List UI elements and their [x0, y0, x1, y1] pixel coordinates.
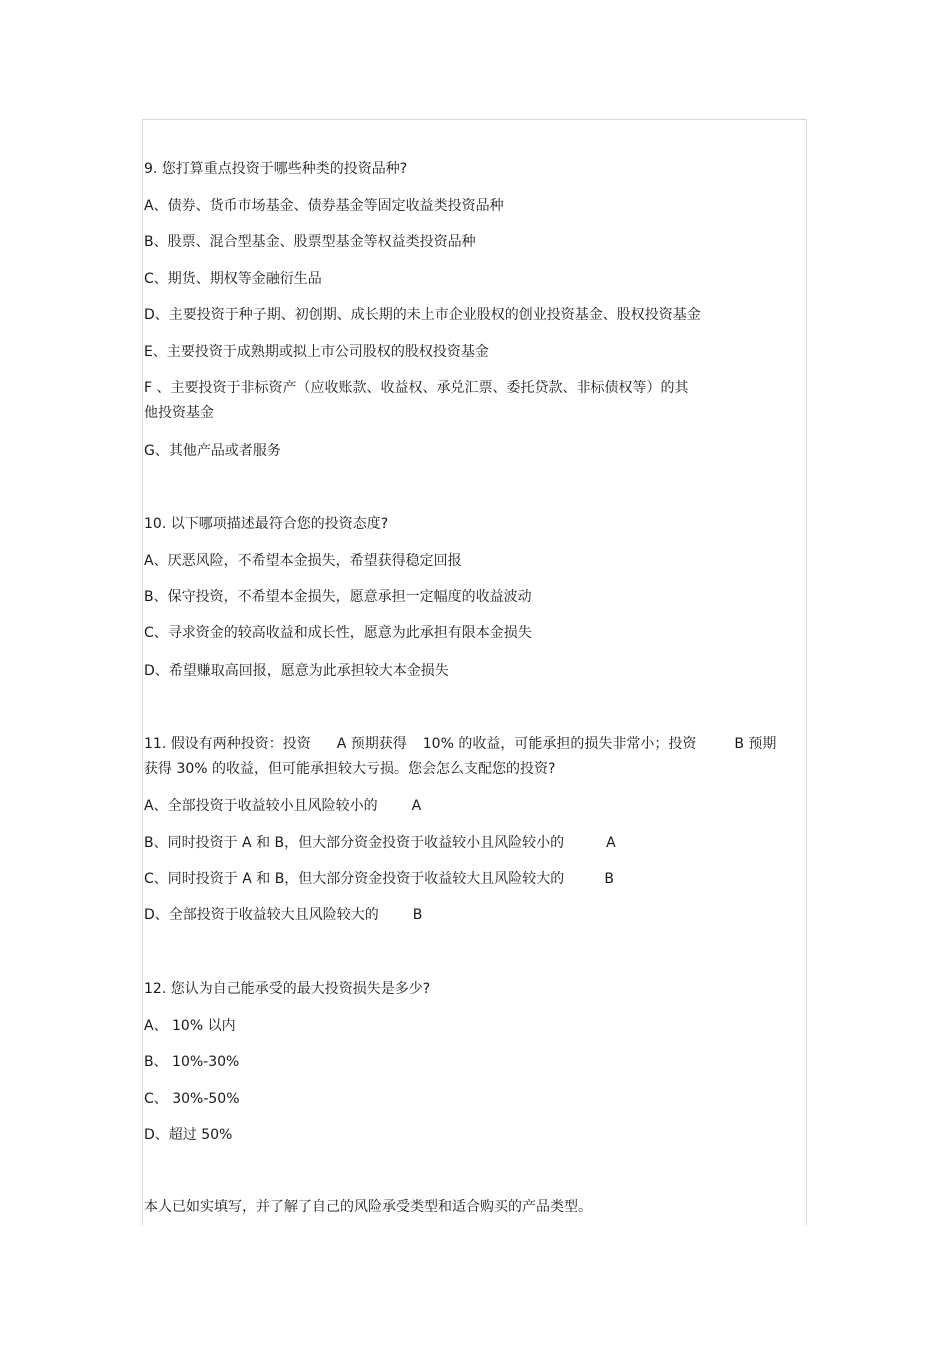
q11-option-b-text: B、同时投资于 A 和 B，但大部分资金投资于收益较小且风险较小的 — [144, 835, 565, 851]
page-frame-top — [142, 119, 807, 120]
q11-part-1: 11. 假设有两种投资：投资 — [144, 736, 311, 752]
q11-option-c-text: C、同时投资于 A 和 B，但大部分资金投资于收益较大且风险较大的 — [144, 871, 565, 887]
question-9-title: 9. 您打算重点投资于哪些种类的投资品种? — [144, 161, 408, 177]
question-12-title: 12. 您认为自己能承受的最大投资损失是多少? — [144, 981, 431, 997]
q11-option-b-tail: A — [606, 835, 616, 851]
page-frame-right — [806, 119, 807, 1225]
q11-option-a-tail: A — [411, 798, 422, 814]
q11-option-b — [144, 834, 616, 852]
q10-option-c: C、寻求资金的较高收益和成长性，愿意为此承担有限本金损失 — [144, 625, 532, 641]
q10-option-b: B、保守投资，不希望本金损失，愿意承担一定幅度的收益波动 — [144, 589, 532, 605]
q9-option-a: A、债券、货币市场基金、债券基金等固定收益类投资品种 — [144, 198, 504, 214]
question-11-title-line2: 获得 30% 的收益，但可能承担较大亏损。您会怎么支配您的投资? — [144, 761, 556, 777]
q10-option-a: A、厌恶风险，不希望本金损失，希望获得稳定回报 — [144, 553, 462, 569]
q9-option-g: G、其他产品或者服务 — [144, 443, 281, 459]
q12-option-d: D、超过 50% — [144, 1127, 233, 1143]
q12-option-a: A、 10% 以内 — [144, 1018, 236, 1034]
q12-option-c: C、 30%-50% — [144, 1091, 240, 1107]
q11-option-d — [144, 906, 422, 924]
question-10-title: 10. 以下哪项描述最符合您的投资态度? — [144, 516, 389, 532]
q9-option-c: C、期货、期权等金融衍生品 — [144, 271, 322, 287]
q11-option-c — [144, 870, 614, 888]
q10-option-d: D、希望赚取高回报，愿意为此承担较大本金损失 — [144, 663, 449, 679]
question-11-title-line1 — [144, 735, 776, 753]
q9-option-e: E、主要投资于成熟期或拟上市公司股权的股权投资基金 — [144, 344, 489, 360]
q11-option-d-text: D、全部投资于收益较大且风险较大的 — [144, 907, 379, 923]
q11-option-a — [144, 797, 421, 815]
q11-option-a-text: A、全部投资于收益较小且风险较小的 — [144, 798, 378, 814]
q9-option-f: F 、主要投资于非标资产（应收账款、收益权、承兑汇票、委托贷款、非标债权等）的其 — [144, 380, 689, 396]
page-frame-left — [142, 119, 143, 1225]
q9-option-d: D、主要投资于种子期、初创期、成长期的未上市企业股权的创业投资基金、股权投资基金 — [144, 307, 701, 323]
q11-part-4: B 预期 — [734, 736, 777, 752]
q9-option-f-continued: 他投资基金 — [144, 405, 214, 421]
q11-option-c-tail: B — [604, 871, 614, 887]
declaration-statement: 本人已如实填写，并了解了自己的风险承受类型和适合购买的产品类型。 — [144, 1199, 592, 1215]
q11-part-3: 10% 的收益，可能承担的损失非常小；投资 — [422, 736, 697, 752]
q11-part-2: A 预期获得 — [336, 736, 407, 752]
q11-option-d-tail: B — [412, 907, 423, 923]
q12-option-b: B、 10%-30% — [144, 1054, 240, 1070]
q9-option-b: B、股票、混合型基金、股票型基金等权益类投资品种 — [144, 234, 476, 250]
